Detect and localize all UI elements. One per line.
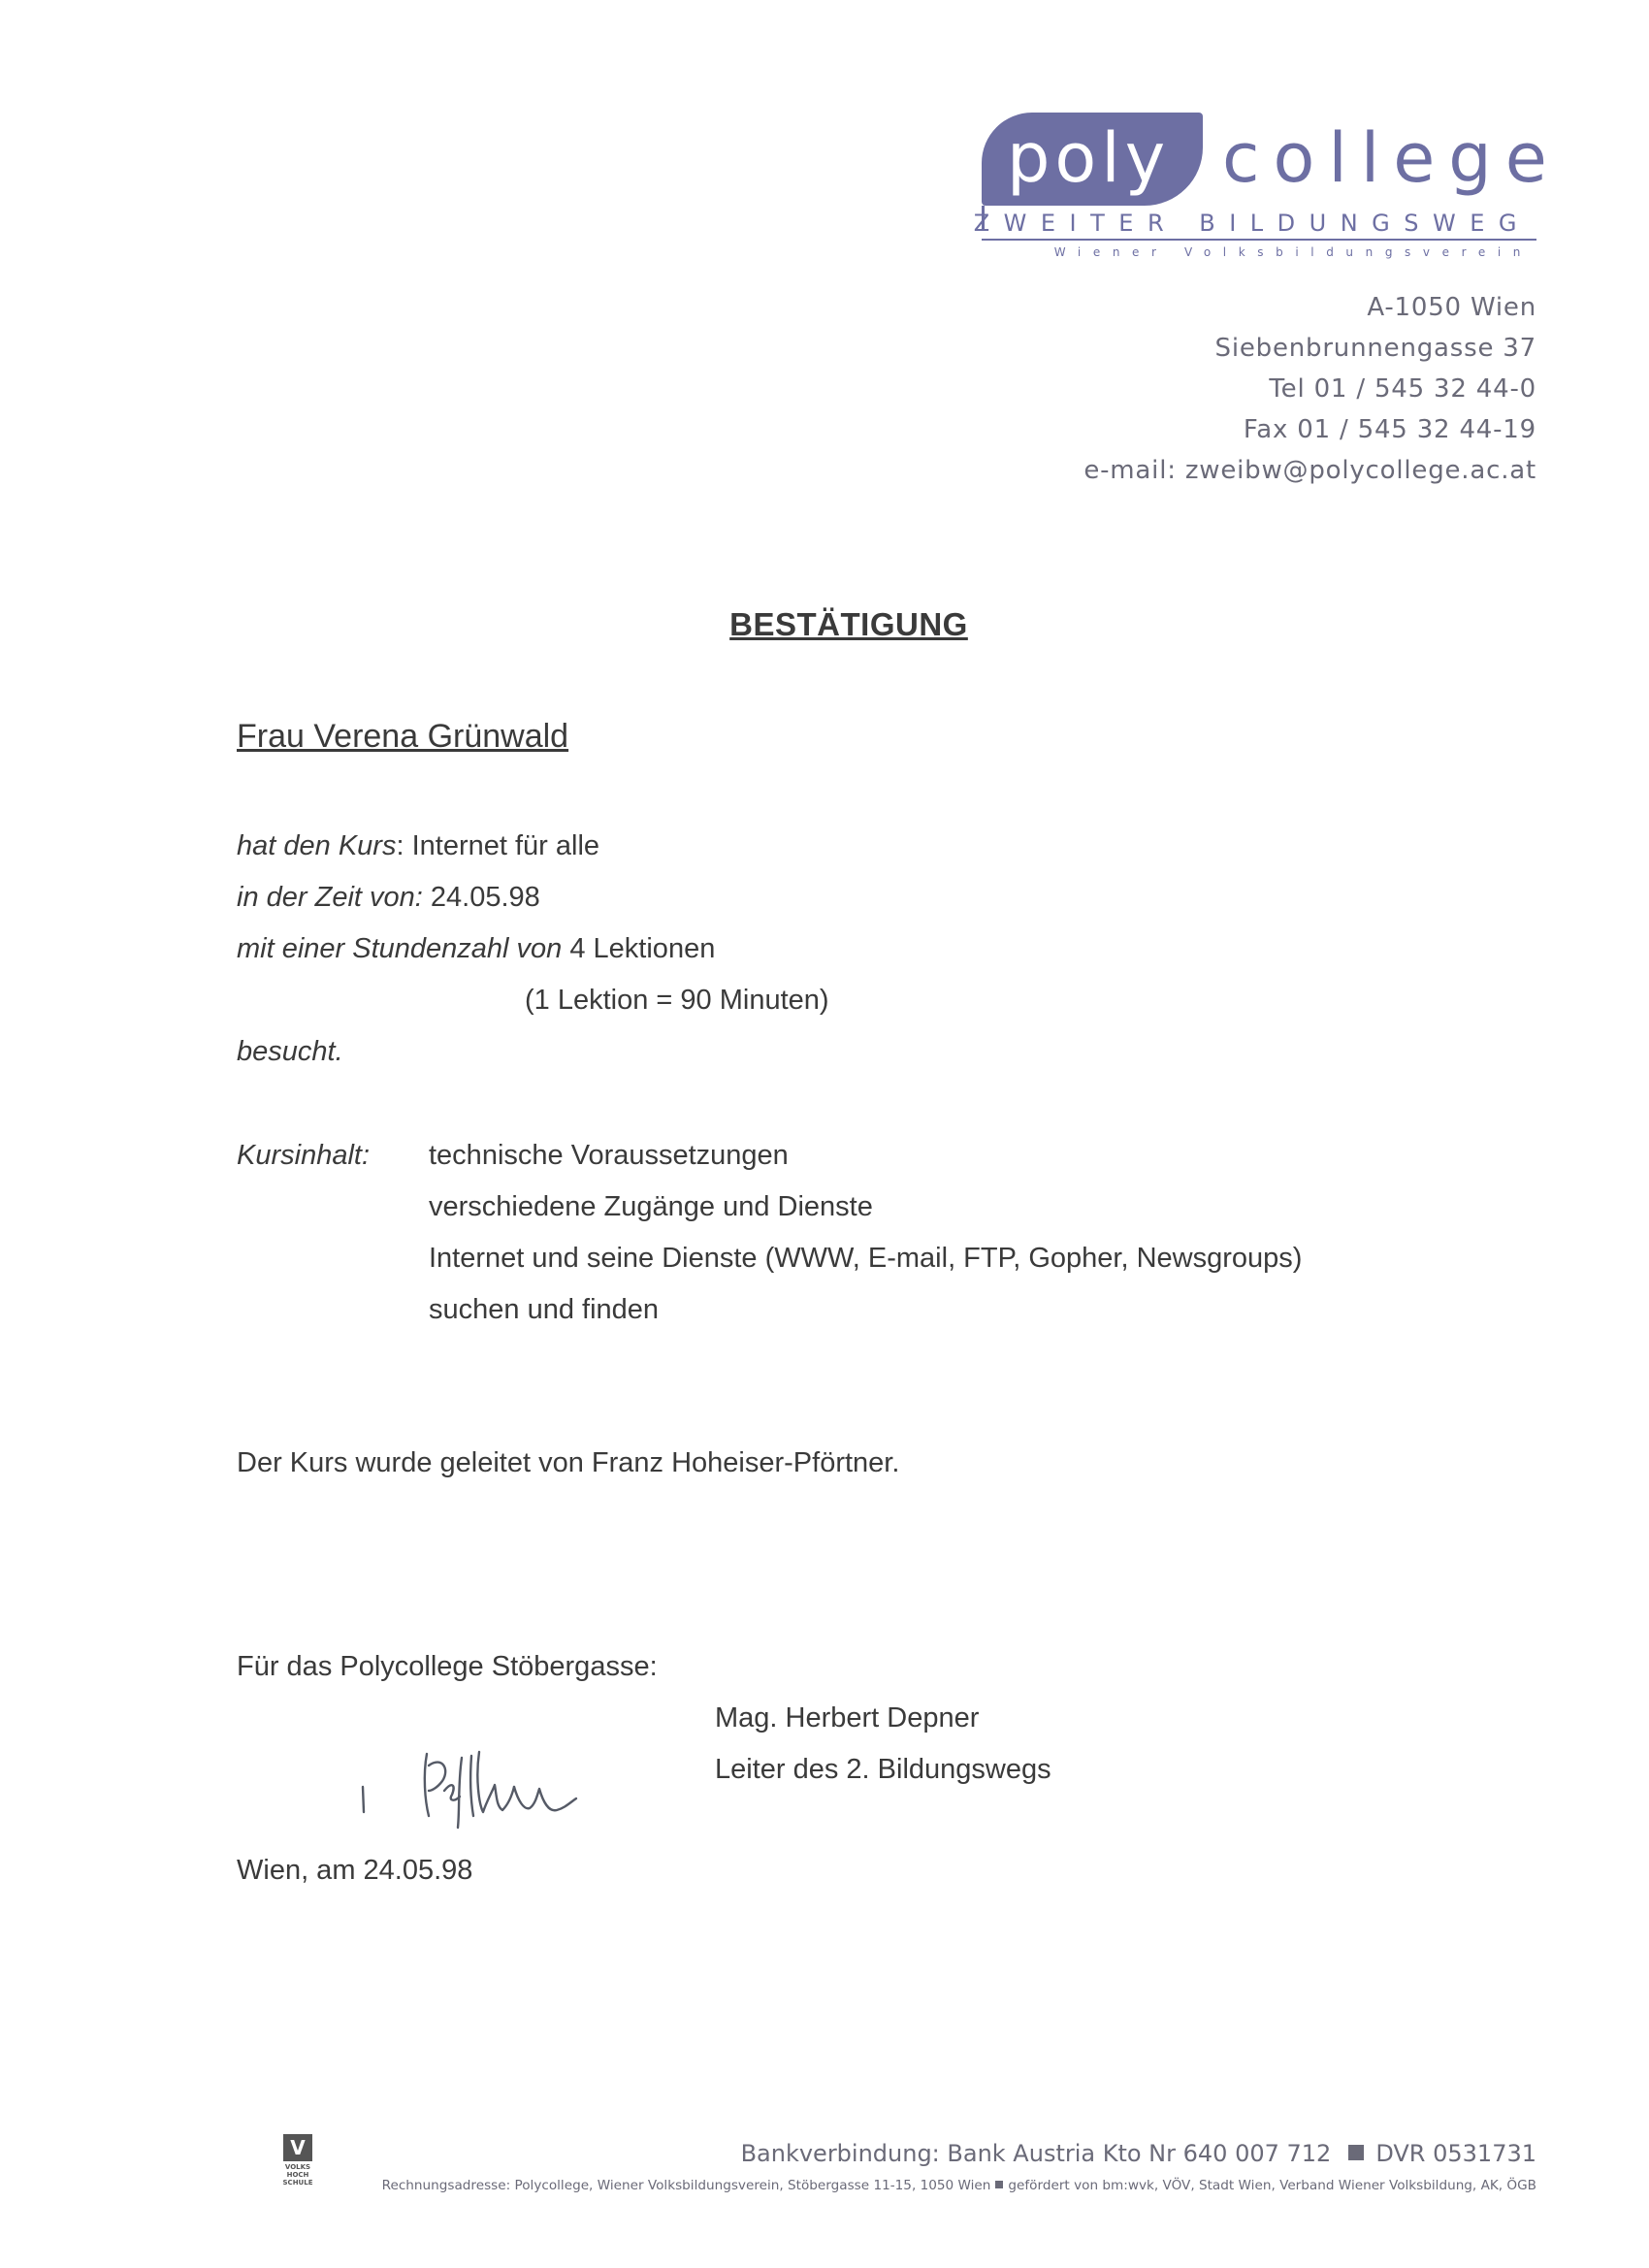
bank-details	[741, 2138, 1536, 2169]
address-street: Siebenbrunnengasse 37	[1214, 334, 1536, 363]
logo-poly-text: poly	[1007, 118, 1171, 198]
billing-line	[382, 2177, 1536, 2194]
hours-line	[237, 931, 715, 966]
address-city: A-1050 Wien	[1367, 293, 1536, 322]
sender-address	[1083, 287, 1536, 491]
period-line	[237, 880, 540, 915]
logo-subtitle: ZWEITER BILDUNGSWEG	[973, 210, 1531, 237]
square-bullet-icon	[995, 2181, 1003, 2188]
content-item: technische Voraussetzungen	[429, 1140, 789, 1171]
course-label: hat den Kurs	[237, 830, 397, 861]
hours-value: 4 Lektionen	[562, 933, 716, 964]
course-leader-text: Der Kurs wurde geleitet von Franz Hoheiser-Pförtner.	[237, 1447, 900, 1478]
attended-text	[237, 1034, 343, 1069]
signer-block	[715, 1701, 1051, 1803]
recipient-name: Frau Verena Grünwald	[237, 718, 569, 755]
course-line	[237, 828, 599, 863]
period-value: 24.05.98	[422, 882, 540, 913]
dvr-text: DVR 0531731	[1375, 2140, 1536, 2167]
course-value: Internet für alle	[411, 830, 600, 861]
funding-text: gefördert von bm:wvk, VÖV, Stadt Wien, Verband Wiener Volksbildung, AK, ÖGB	[1008, 2178, 1536, 2193]
place-date: Wien, am 24.05.98	[237, 1855, 473, 1886]
address-fax: Fax 01 / 545 32 44-19	[1243, 415, 1536, 444]
lesson-note: (1 Lektion = 90 Minuten)	[525, 985, 829, 1016]
address-phone: Tel 01 / 545 32 44-0	[1269, 374, 1536, 404]
document-title: BESTÄTIGUNG	[729, 606, 968, 642]
signer-role: Leiter des 2. Bildungswegs	[715, 1754, 1051, 1785]
period-label: in der Zeit von:	[237, 882, 423, 913]
billing-address: Rechnungsadresse: Polycollege, Wiener Volksbildungsverein, Stöbergasse 11-15, 1050 Wien	[381, 2178, 991, 2193]
content-item: Internet und seine Dienste (WWW, E-mail, FTP, Gopher, Newsgroups)	[429, 1243, 1303, 1274]
square-bullet-icon	[1348, 2145, 1364, 2160]
volkshochschule-logo	[281, 2134, 314, 2188]
vhs-v-icon: V	[290, 2136, 306, 2159]
institution-line: Für das Polycollege Stöbergasse:	[237, 1651, 658, 1682]
polycollege-logo	[973, 109, 1561, 264]
attended-label: besucht.	[237, 1036, 343, 1067]
content-list	[429, 1138, 1302, 1344]
hours-label: mit einer Stundenzahl von	[237, 933, 563, 964]
bank-text: Bankverbindung: Bank Austria Kto Nr 640 007 712	[740, 2140, 1332, 2167]
logo-college-text: college	[1222, 118, 1561, 198]
signer-name: Mag. Herbert Depner	[715, 1702, 980, 1733]
course-separator: :	[396, 830, 412, 861]
address-email: e-mail: zweibw@polycollege.ac.at	[1083, 456, 1536, 485]
content-item: verschiedene Zugänge und Dienste	[429, 1191, 873, 1222]
logo-rule	[982, 239, 1536, 241]
content-item: suchen und finden	[429, 1294, 660, 1325]
handwritten-signature	[359, 1727, 621, 1833]
logo-tagline: Wiener Volksbildungsverein	[1053, 245, 1533, 259]
content-label: Kursinhalt:	[237, 1140, 371, 1171]
vhs-mark	[283, 2134, 312, 2161]
vhs-logo-text: VOLKS HOCH SCHULE	[282, 2163, 313, 2187]
